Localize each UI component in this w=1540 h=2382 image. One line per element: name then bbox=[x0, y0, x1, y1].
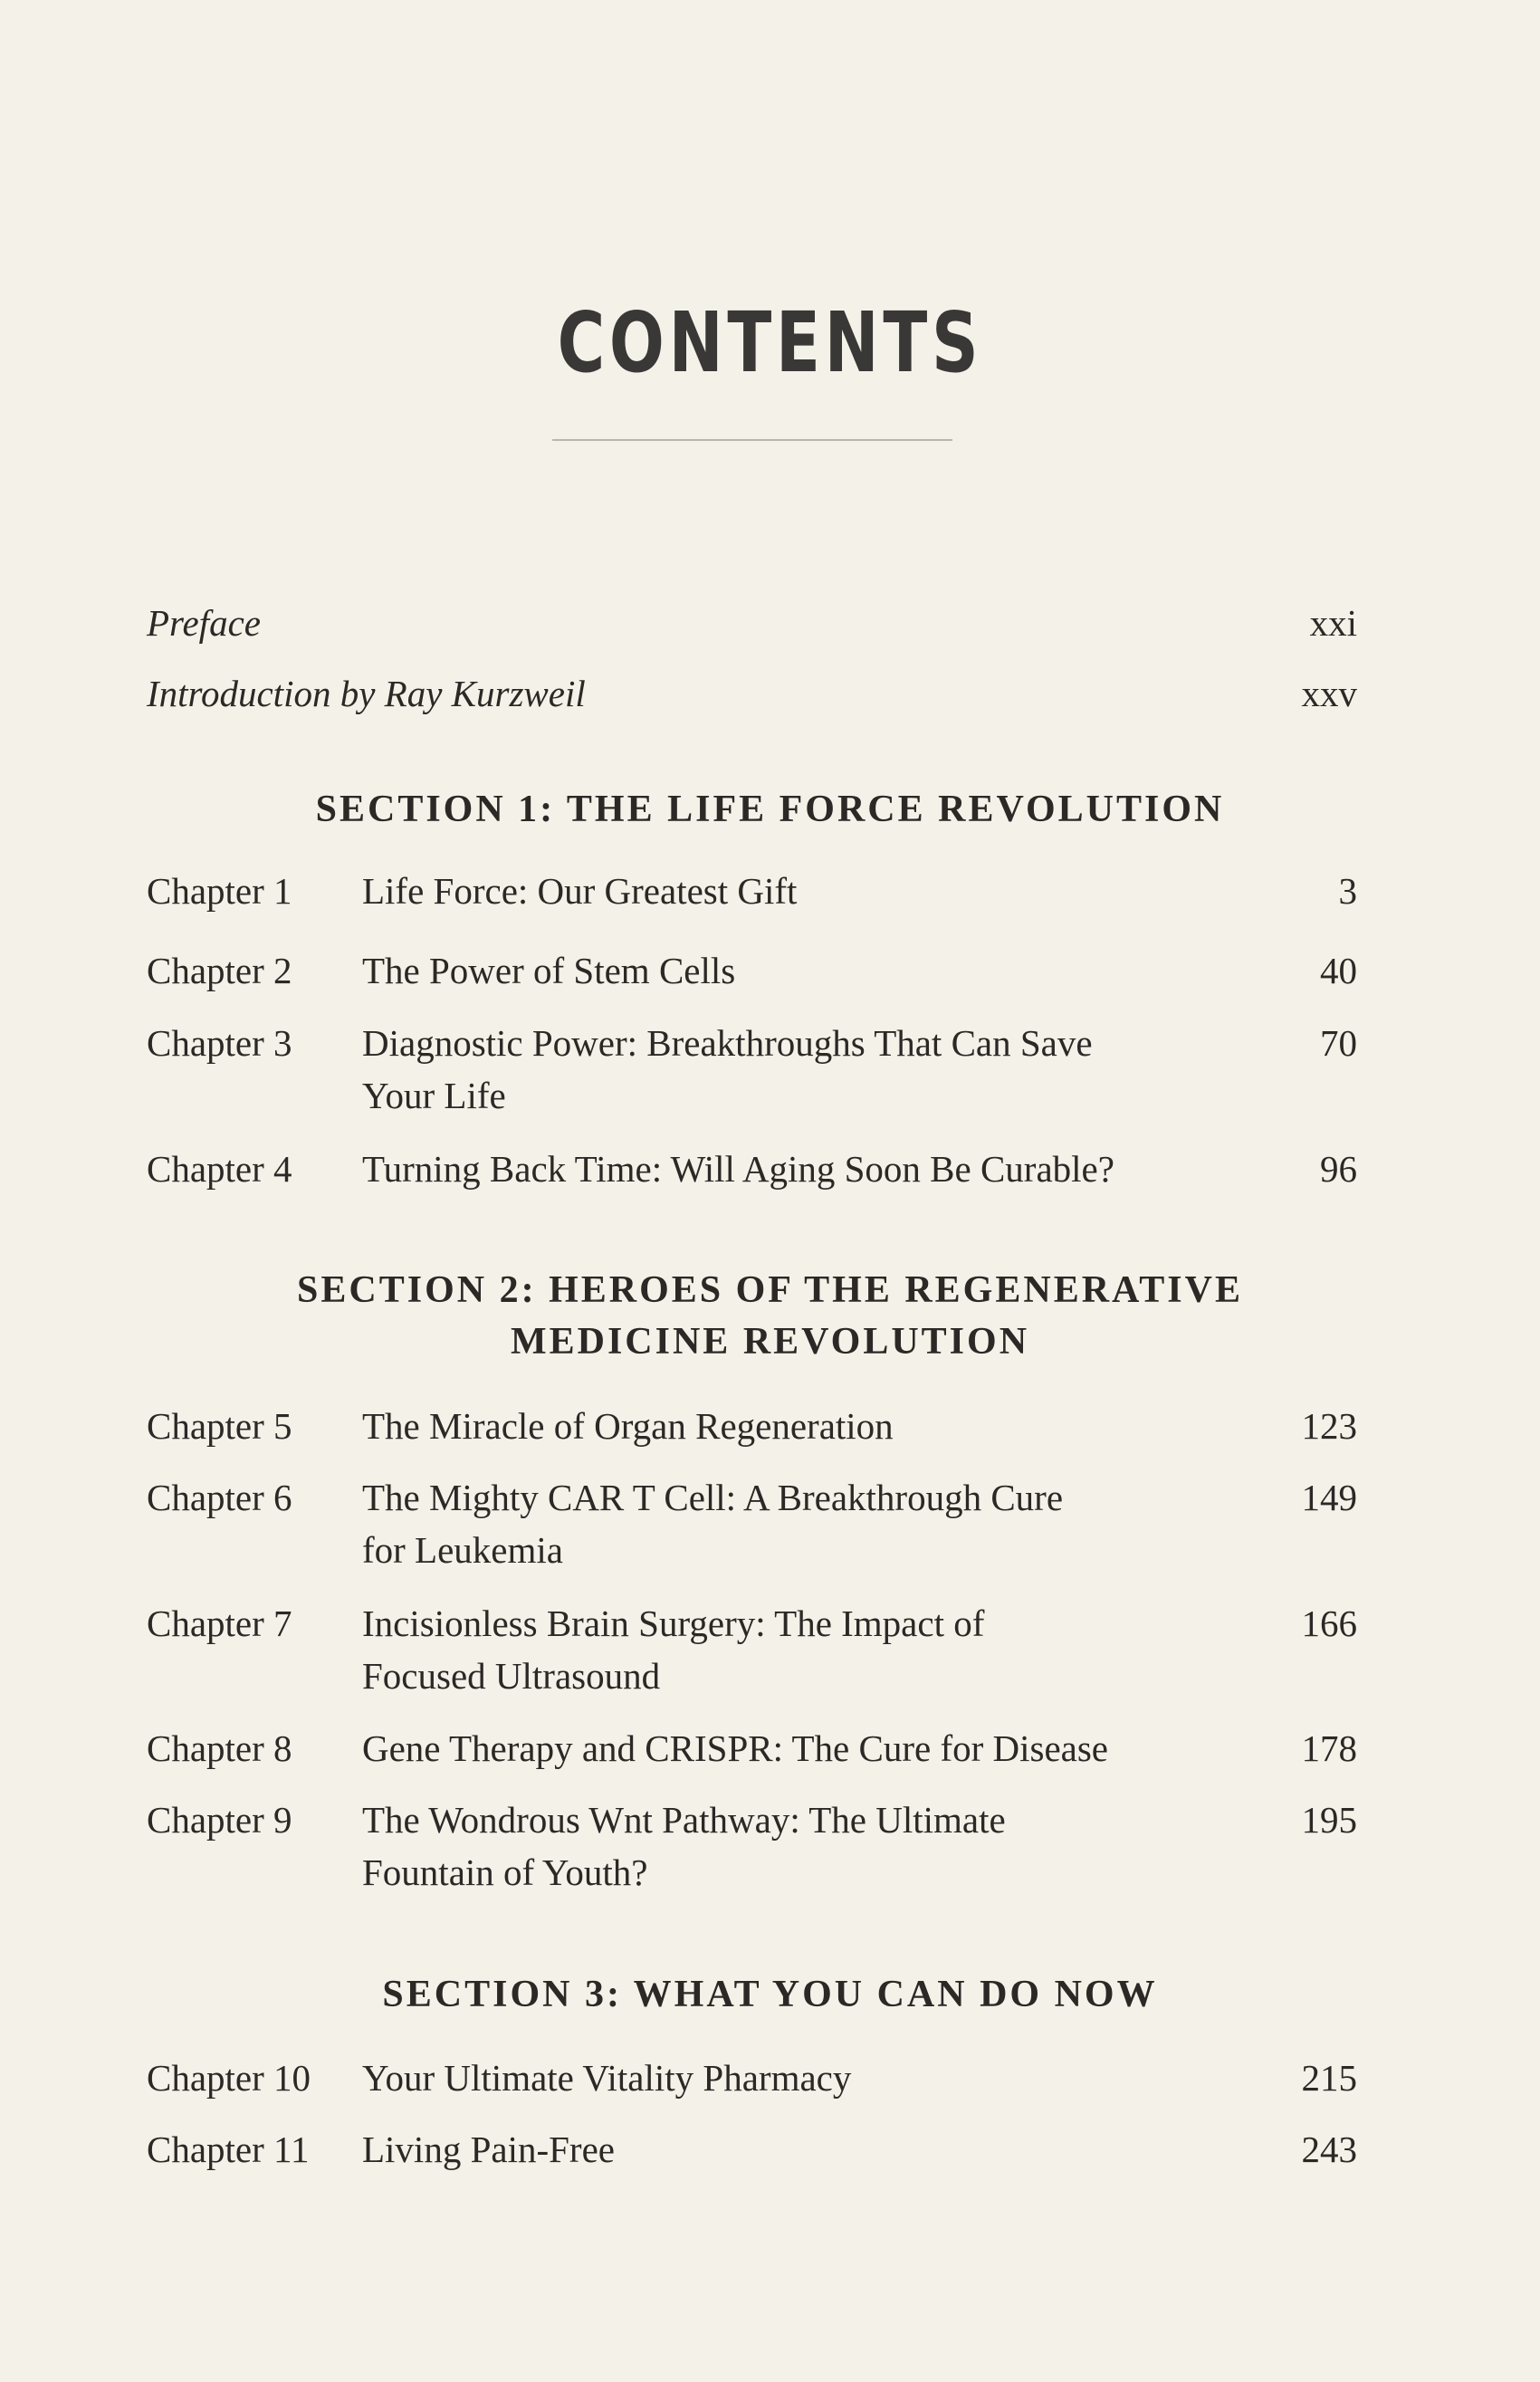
chapter-label: Chapter 9 bbox=[147, 1799, 292, 1841]
chapter-page: 166 bbox=[1301, 1602, 1357, 1644]
chapter-page: 149 bbox=[1301, 1477, 1357, 1518]
chapter-page: 70 bbox=[1320, 1022, 1357, 1064]
chapter-label: Chapter 4 bbox=[147, 1148, 292, 1190]
chapter-page: 3 bbox=[1338, 870, 1357, 912]
chapter-page: 96 bbox=[1320, 1148, 1357, 1190]
front-matter-preface bbox=[147, 601, 1357, 645]
section-2-heading-line-2: MEDICINE REVOLUTION bbox=[510, 1321, 1030, 1363]
chapter-label: Chapter 3 bbox=[147, 1022, 292, 1064]
chapter-page: 215 bbox=[1301, 2057, 1357, 2099]
front-matter-title: Introduction by Ray Kurzweil bbox=[147, 673, 586, 714]
chapter-title: Living Pain-Free bbox=[362, 2128, 615, 2170]
chapter-page: 123 bbox=[1301, 1405, 1357, 1447]
chapter-title: Diagnostic Power: Breakthroughs That Can Save bbox=[362, 1022, 1093, 1064]
front-matter-page: xxi bbox=[1309, 602, 1357, 644]
chapter-label: Chapter 1 bbox=[147, 870, 292, 912]
front-matter-title: Preface bbox=[147, 602, 261, 644]
chapter-label: Chapter 7 bbox=[147, 1602, 292, 1644]
chapter-title-continued: for Leukemia bbox=[362, 1529, 563, 1571]
chapter-label: Chapter 8 bbox=[147, 1727, 292, 1769]
chapter-title: Your Ultimate Vitality Pharmacy bbox=[362, 2057, 852, 2099]
chapter-title-continued: Focused Ultrasound bbox=[362, 1655, 661, 1697]
front-matter-introduction bbox=[147, 672, 1357, 715]
section-2-heading-line-1: SECTION 2: HEROES OF THE REGENERATIVE bbox=[297, 1269, 1243, 1311]
chapter-label: Chapter 2 bbox=[147, 950, 292, 991]
chapter-page: 40 bbox=[1320, 950, 1357, 991]
chapter-label: Chapter 5 bbox=[147, 1405, 292, 1447]
chapter-title: Gene Therapy and CRISPR: The Cure for Disease bbox=[362, 1727, 1109, 1769]
front-matter-page: xxv bbox=[1301, 673, 1357, 714]
section-3-heading: SECTION 3: WHAT YOU CAN DO NOW bbox=[382, 1974, 1158, 2015]
chapter-title: The Miracle of Organ Regeneration bbox=[362, 1405, 894, 1447]
chapter-page: 195 bbox=[1301, 1799, 1357, 1841]
chapter-label: Chapter 10 bbox=[147, 2057, 311, 2099]
chapter-page: 178 bbox=[1301, 1727, 1357, 1769]
chapter-label: Chapter 11 bbox=[147, 2128, 310, 2170]
section-1-heading: SECTION 1: THE LIFE FORCE REVOLUTION bbox=[315, 789, 1225, 830]
chapter-label: Chapter 6 bbox=[147, 1477, 292, 1518]
chapter-title-continued: Your Life bbox=[362, 1075, 506, 1116]
chapter-title: Life Force: Our Greatest Gift bbox=[362, 870, 798, 912]
page-title: CONTENTS bbox=[557, 294, 983, 391]
chapter-title: The Power of Stem Cells bbox=[362, 950, 736, 991]
chapter-title: Incisionless Brain Surgery: The Impact of bbox=[362, 1602, 985, 1644]
chapter-title: Turning Back Time: Will Aging Soon Be Curable? bbox=[362, 1148, 1114, 1190]
chapter-page: 243 bbox=[1301, 2128, 1357, 2170]
chapter-title-continued: Fountain of Youth? bbox=[362, 1851, 648, 1893]
title-divider bbox=[552, 439, 952, 441]
chapter-title: The Wondrous Wnt Pathway: The Ultimate bbox=[362, 1799, 1006, 1841]
chapter-title: The Mighty CAR T Cell: A Breakthrough Cure bbox=[362, 1477, 1064, 1518]
